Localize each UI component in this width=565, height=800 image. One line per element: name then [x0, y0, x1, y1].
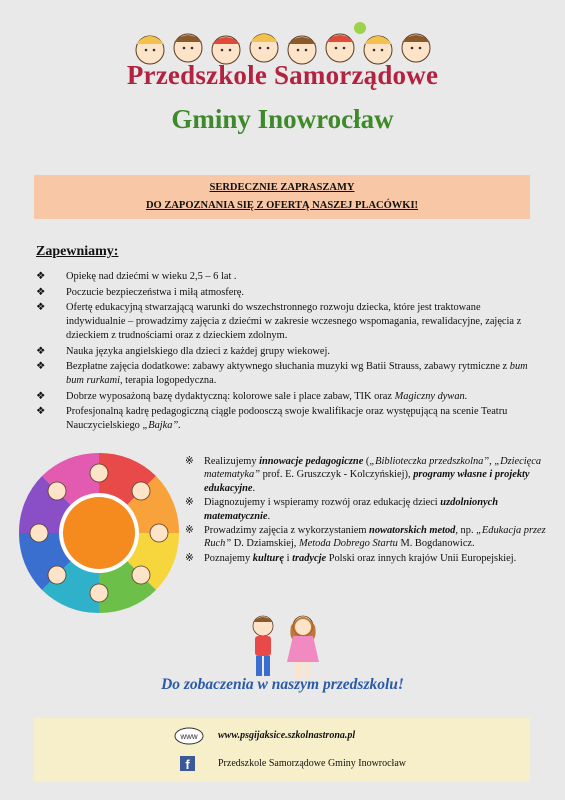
two-children-illustration — [233, 612, 333, 682]
list-item: ❖ Profesjonalną kadrę pedagogiczną ciągle podoosczą swoje kwalifikacje oraz występującą na scenie Teatru Nauczycielskiego „Bajka”. — [36, 406, 508, 431]
guarantee-list — [36, 270, 536, 435]
diamond-bullet-icon: ❖ — [36, 406, 46, 417]
offer-list — [185, 455, 547, 566]
reference-mark-bullet-icon: ※ — [185, 552, 194, 564]
diamond-bullet-icon: ❖ — [36, 345, 46, 357]
list-item: ※ Realizujemy innowacje pedagogiczne („Biblioteczka przedszkolna”, „Dziecięca matematyka” prof. E. Gruszczyk - Kolczyńskiej), programy własne i projekty edukacyjne. — [185, 456, 542, 494]
list-item: ※ Poznajemy kulturę i tradycje Polski oraz innych krajów Unii Europejskiej. — [185, 552, 517, 564]
list-item: ※ Prowadzimy zajęcia z wykorzystaniem nowatorskich metod, np. „Edukacja przez Ruch” D. Dziamskiej, Metoda Dobrego Startu M. Bogdanowicz. — [185, 525, 546, 550]
closing-message: Do zobaczenia w naszym przedszkolu! — [161, 676, 404, 693]
website-link[interactable]: www.psgijaksice.szkolnastrona.pl — [218, 730, 356, 741]
list-item: ※ Diagnozujemy i wspieramy rozwój oraz edukację dzieci uzdolnionych matematycznie. — [185, 497, 499, 522]
footer-contact-box — [34, 718, 530, 782]
section-heading: Zapewniamy: — [36, 244, 119, 259]
reference-mark-bullet-icon: ※ — [185, 456, 194, 467]
list-item: ❖ Poczucie bezpieczeństwa i miłą atmosferę. — [36, 286, 245, 298]
list-item: ❖ Bezpłatne zajęcia dodatkowe: zabawy aktywnego słuchania muzyki wg Batii Strauss, zabawy rytmiczne z bum bum rurkami, terapia logopedyczna. — [36, 361, 528, 386]
invite-line-1: SERDECZNIE ZAPRASZAMY — [209, 182, 355, 193]
reference-mark-bullet-icon: ※ — [185, 497, 194, 509]
list-item: ❖ Ofertę edukacyjną stwarzającą warunki do wszechstronnego rozwoju dziecka, które jest traktowane indywidualnie – prowadzimy zajęcia z dziećmi w zakresie wczesnego wspomagania, rewalidacyjne, zajęcia z dzieckiem z trudnościami oraz z dzieckiem zdolnym. — [36, 302, 522, 341]
title-line-1: Przedszkole Samorządowe — [126, 60, 439, 90]
www-globe-icon — [174, 727, 204, 745]
invitation-box — [34, 175, 530, 219]
list-item: ❖ Nauka języka angielskiego dla dzieci z każdej grupy wiekowej. — [36, 345, 330, 357]
facebook-page-name[interactable]: Przedszkole Samorządowe Gminy Inowrocław — [218, 758, 406, 769]
list-item: ❖ Dobrze wyposażoną bazę dydaktyczną: kolorowe sale i place zabaw, TIK oraz Magiczny dywan. — [36, 390, 468, 402]
diamond-bullet-icon: ❖ — [36, 302, 46, 313]
diamond-bullet-icon: ❖ — [36, 271, 46, 282]
reference-mark-bullet-icon: ※ — [185, 525, 194, 537]
diamond-bullet-icon: ❖ — [36, 286, 46, 298]
invite-line-2: DO ZAPOZNANIA SIĘ Z OFERTĄ NASZEJ PLACÓWKI! — [145, 200, 419, 211]
diamond-bullet-icon: ❖ — [36, 390, 46, 402]
list-item: ❖ Opiekę nad dziećmi w wieku 2,5 – 6 lat . — [36, 271, 237, 282]
children-wheel-illustration — [16, 450, 182, 616]
svg-text:www: www — [180, 732, 198, 741]
facebook-icon[interactable]: f — [180, 756, 195, 771]
title-line-2: Gminy Inowrocław — [171, 104, 394, 134]
diamond-bullet-icon: ❖ — [36, 361, 46, 372]
